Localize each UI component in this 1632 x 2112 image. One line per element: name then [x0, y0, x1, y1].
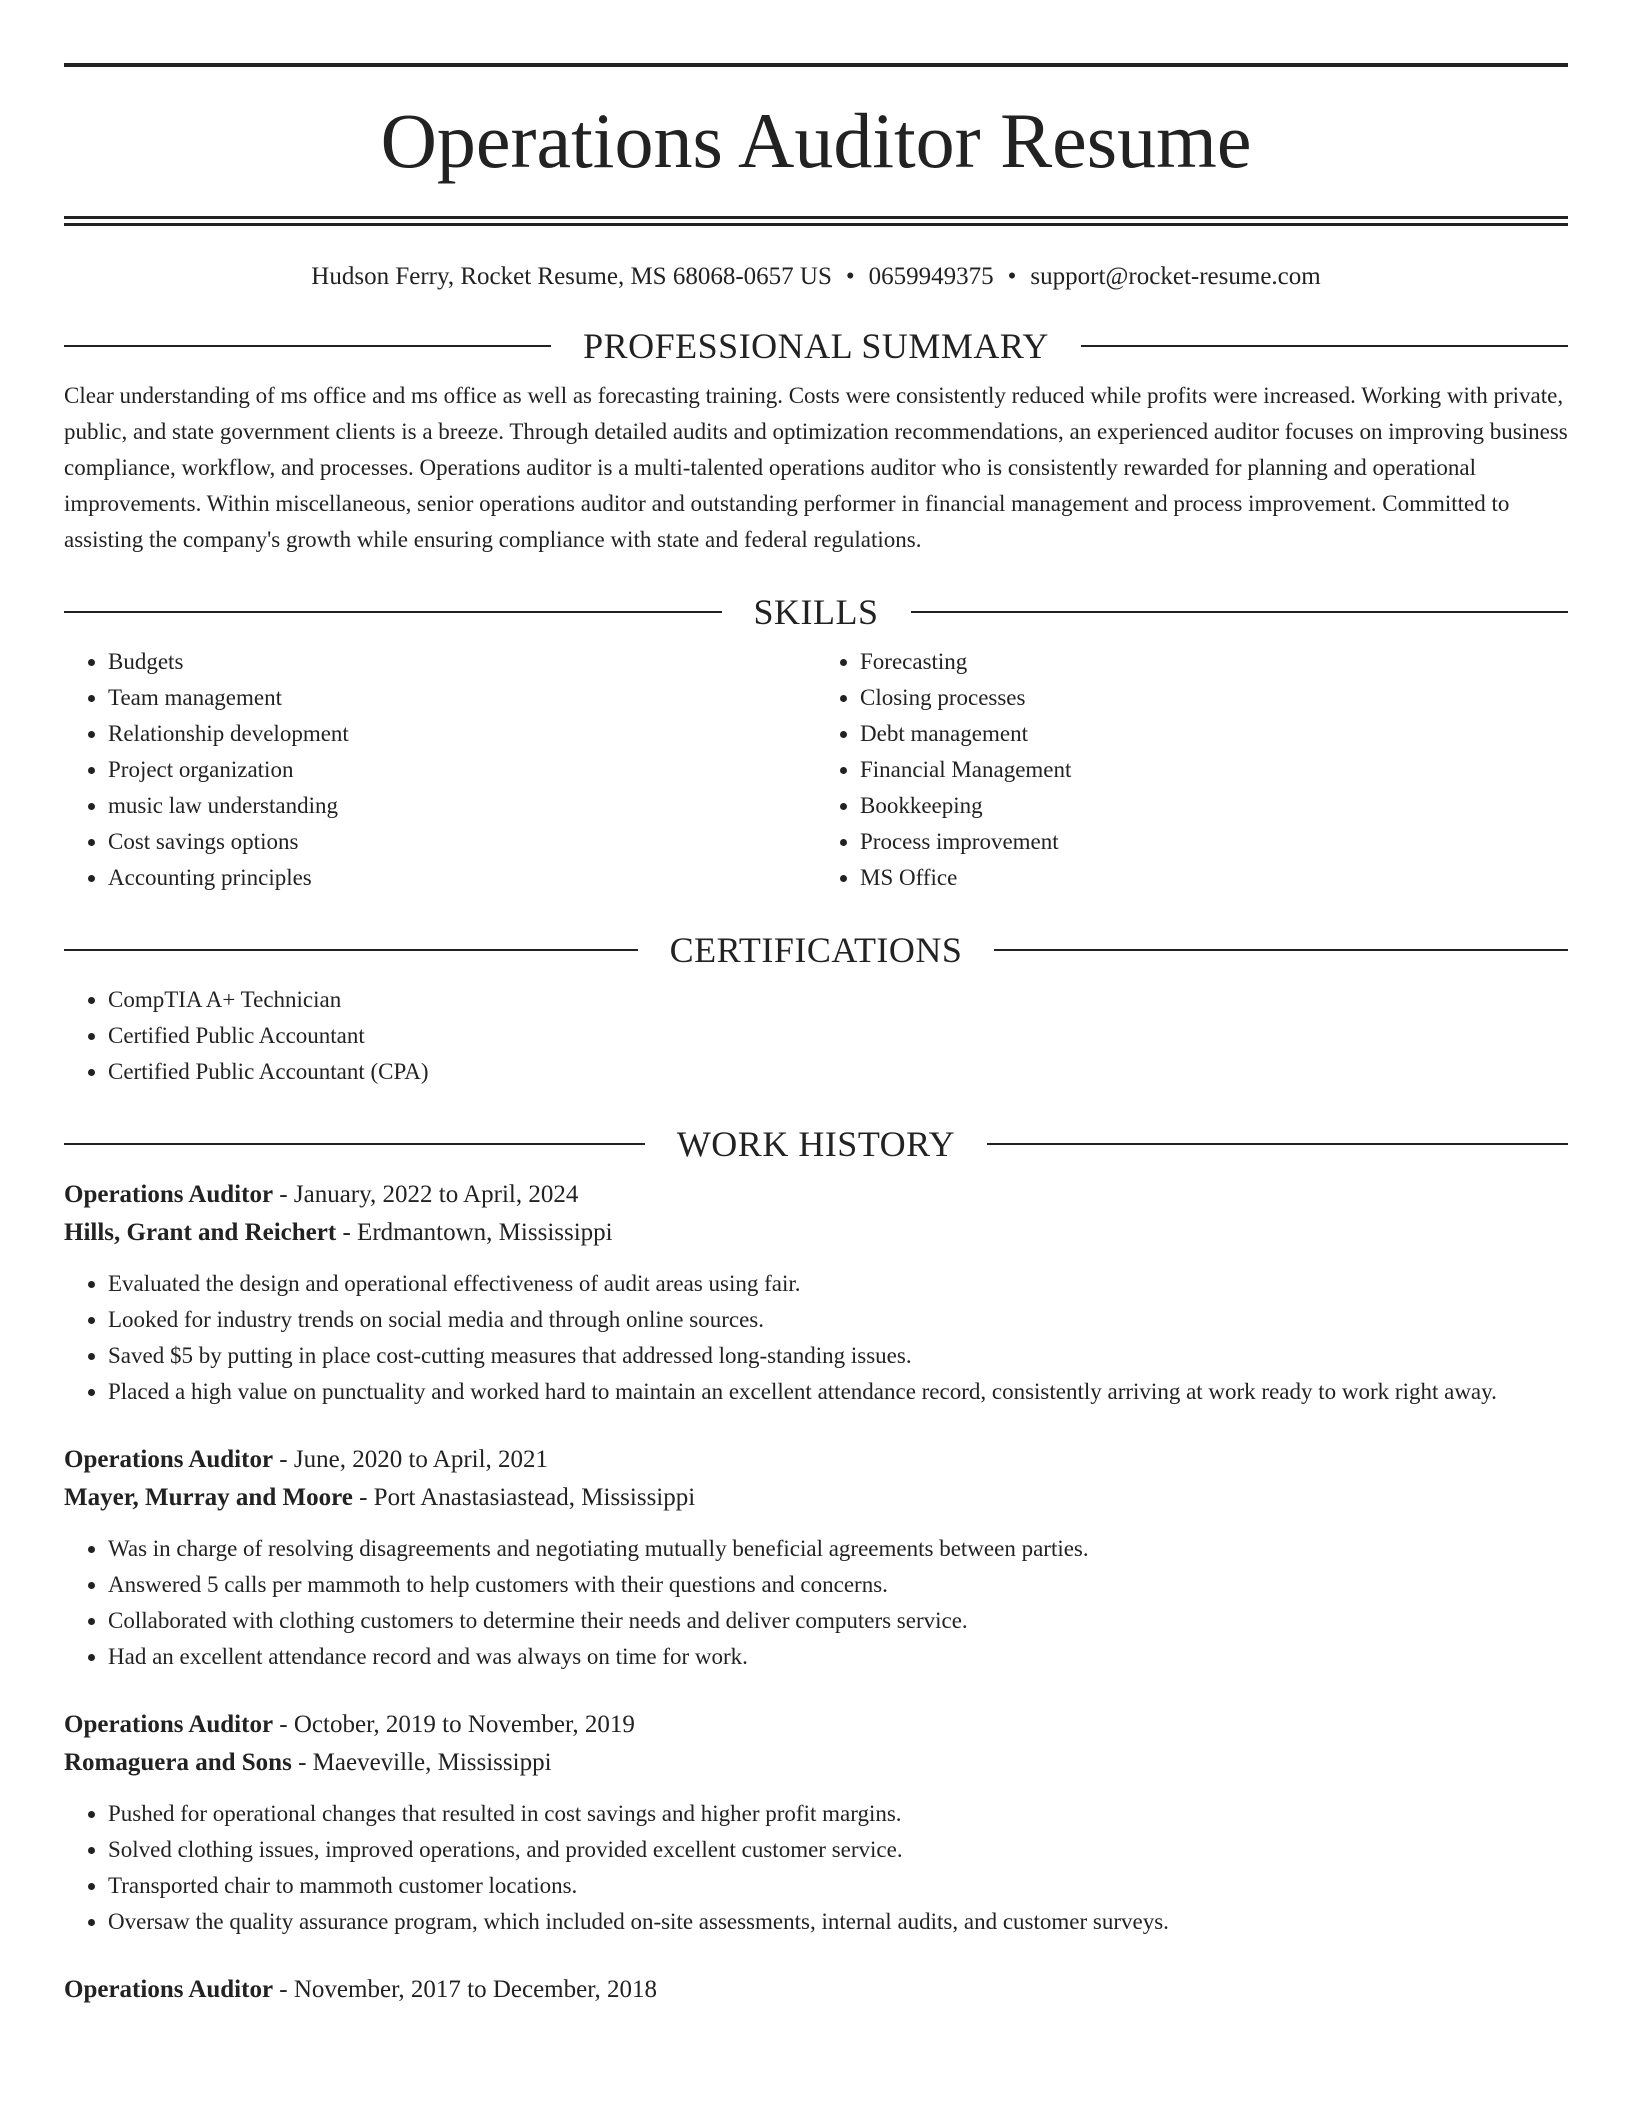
job-company: Hills, Grant and Reichert: [64, 1219, 337, 1246]
contact-separator: •: [1007, 263, 1017, 290]
job-company: Mayer, Murray and Moore: [64, 1484, 353, 1511]
job-location: - Erdmantown, Mississippi: [336, 1219, 613, 1246]
top-rule: [64, 63, 1568, 67]
certifications-heading-label: CERTIFICATIONS: [669, 930, 963, 970]
summary-heading-label: PROFESSIONAL SUMMARY: [583, 326, 1049, 366]
job-location: - Port Anastasiastead, Mississippi: [352, 1484, 696, 1511]
job-duty: • Transported chair to mammoth customer locations.: [108, 1868, 1568, 1904]
skills-heading-label: SKILLS: [753, 592, 879, 632]
page-title: Operations Auditor Resume: [380, 97, 1252, 184]
certification-item: • Certified Public Accountant (CPA): [108, 1054, 1568, 1090]
heading-rule-left: [64, 949, 638, 951]
title-double-rule: [64, 216, 1568, 226]
job-entry: [64, 1441, 1568, 1675]
skills-list-right: [816, 644, 1568, 896]
job-duty: • Was in charge of resolving disagreements and negotiating mutually beneficial agreements between parties.: [108, 1531, 1568, 1567]
contact-address: Hudson Ferry, Rocket Resume, MS 68068-0657 US: [311, 263, 832, 290]
certification-item: • CompTIA A+ Technician: [108, 982, 1568, 1018]
job-dates: - November, 2017 to December, 2018: [273, 1976, 658, 2003]
job-title-line: [64, 1441, 1568, 1479]
job-duties-list: [64, 1266, 1568, 1410]
skill-item: • Cost savings options: [108, 824, 816, 860]
job-company-line: [64, 1479, 1568, 1517]
contact-line: [64, 262, 1568, 292]
heading-rule-left: [64, 1143, 645, 1145]
work-history-heading-label: WORK HISTORY: [676, 1124, 956, 1164]
job-title: Operations Auditor: [64, 1181, 274, 1208]
work-history-heading: [64, 1126, 1568, 1162]
job-dates: - January, 2022 to April, 2024: [273, 1181, 579, 1208]
job-dates: - June, 2020 to April, 2021: [273, 1446, 549, 1473]
heading-rule-right: [987, 1143, 1568, 1145]
contact-phone: 0659949375: [868, 263, 994, 290]
skills-list-left: [64, 644, 816, 896]
contact-email[interactable]: support@rocket-resume.com: [1030, 263, 1321, 290]
job-title: Operations Auditor: [64, 1711, 274, 1738]
job-company-line: [64, 1214, 1568, 1252]
job-duty: • Saved $5 by putting in place cost-cutting measures that addressed long-standing issues.: [108, 1338, 1568, 1374]
heading-rule-right: [1081, 345, 1568, 347]
job-duty: • Oversaw the quality assurance program, which included on-site assessments, internal audits, and customer surveys.: [108, 1904, 1568, 1940]
job-company: Romaguera and Sons: [64, 1749, 292, 1776]
job-duty: • Answered 5 calls per mammoth to help customers with their questions and concerns.: [108, 1567, 1568, 1603]
certifications-heading: [64, 932, 1568, 968]
job-title: Operations Auditor: [64, 1976, 274, 2003]
job-entry: [64, 1176, 1568, 1410]
skill-item: • Bookkeeping: [860, 788, 1568, 824]
job-duty: • Evaluated the design and operational effectiveness of audit areas using fair.: [108, 1266, 1568, 1302]
job-duty: • Pushed for operational changes that resulted in cost savings and higher profit margins.: [108, 1796, 1568, 1832]
heading-rule-left: [64, 345, 551, 347]
skill-item: • Team management: [108, 680, 816, 716]
skills-columns: [64, 644, 1568, 896]
skill-item: • Budgets: [108, 644, 816, 680]
contact-separator: •: [845, 263, 855, 290]
heading-rule-right: [911, 611, 1569, 613]
job-duty: • Placed a high value on punctuality and worked hard to maintain an excellent attendance record, consistently arriving at work ready to work right away.: [108, 1374, 1568, 1410]
skill-item: • Debt management: [860, 716, 1568, 752]
job-duty: • Looked for industry trends on social media and through online sources.: [108, 1302, 1568, 1338]
skill-item: • Financial Management: [860, 752, 1568, 788]
skill-item: • Project organization: [108, 752, 816, 788]
heading-rule-left: [64, 611, 722, 613]
job-title-line: [64, 1971, 1568, 2009]
skill-item: • Forecasting: [860, 644, 1568, 680]
skill-item: • Process improvement: [860, 824, 1568, 860]
job-duties-list: [64, 1796, 1568, 1940]
skill-item: • music law understanding: [108, 788, 816, 824]
skill-item: • Closing processes: [860, 680, 1568, 716]
job-entry: [64, 1706, 1568, 1940]
job-title-line: [64, 1176, 1568, 1214]
job-duties-list: [64, 1531, 1568, 1675]
skill-item: • Accounting principles: [108, 860, 816, 896]
summary-heading: [64, 328, 1568, 364]
job-duty: • Had an excellent attendance record and was always on time for work.: [108, 1639, 1568, 1675]
heading-rule-right: [994, 949, 1568, 951]
job-dates: - October, 2019 to November, 2019: [273, 1711, 635, 1738]
job-entry: [64, 1971, 1568, 2009]
job-company-line: [64, 1744, 1568, 1782]
job-location: - Maeveville, Mississippi: [291, 1749, 552, 1776]
job-duty: • Collaborated with clothing customers to determine their needs and deliver computers service.: [108, 1603, 1568, 1639]
skill-item: • Relationship development: [108, 716, 816, 752]
certification-item: • Certified Public Accountant: [108, 1018, 1568, 1054]
resume-page: [64, 0, 1568, 2009]
summary-text: Clear understanding of ms office and ms office as well as forecasting training. Costs were consistently reduced while profits were increased. Working with private, public, and state government clients is a breeze. Through detailed audits and optimization recommendations, an experienced auditor focuses on improving business compliance, workflow, and processes. Operations auditor is a multi-talented operations auditor who is consistently rewarded for planning and operational improvements. Within miscellaneous, senior operations auditor and outstanding performer in financial management and process improvement. Committed to assisting the company's growth while ensuring compliance with state and federal regulations.: [64, 383, 1568, 552]
certifications-list: [64, 982, 1568, 1090]
skill-item: • MS Office: [860, 860, 1568, 896]
job-title: Operations Auditor: [64, 1446, 274, 1473]
skills-heading: [64, 594, 1568, 630]
job-duty: • Solved clothing issues, improved operations, and provided excellent customer service.: [108, 1832, 1568, 1868]
job-title-line: [64, 1706, 1568, 1744]
